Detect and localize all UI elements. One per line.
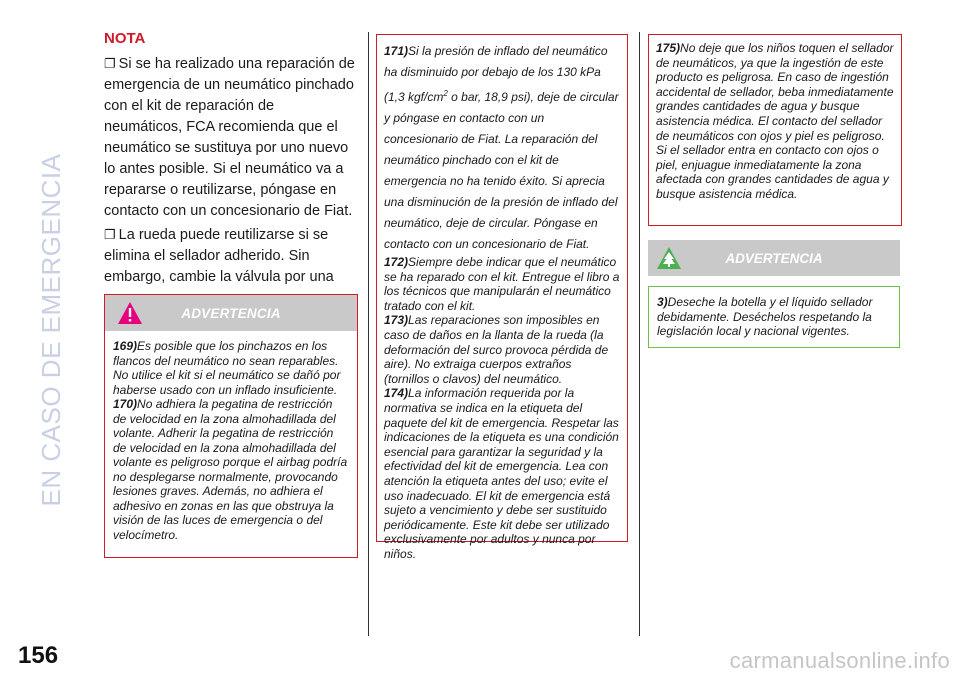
nota-paragraph-2-text: La rueda puede reutilizarse si se elimina el sellador adherido. Sin embargo, cambie la válvula por una: [104, 227, 334, 285]
warning-item-number: 169): [113, 339, 138, 353]
warning-item-text: No deje que los niños toquen el sellador de neumáticos, ya que la ingestión de este producto es peligrosa. En caso de ingestión accidental de sellador, beba inmediatamente grandes cantidades de agua y busque asistencia médica. El contacto del sellador de neumáticos con ojos y piel es peligroso. Si el sellador entra en contacto con ojos o piel, enjuague inmediatamente la zona afectada con grandes cantidades de agua y busque asistencia médica.: [656, 41, 894, 201]
warning-triangle-icon: [117, 301, 143, 325]
warning-item-172: [384, 255, 620, 313]
warning-item-text: No adhiera la pegatina de restricción de velocidad en la zona almohadillada del volante. Adherir la pegatina de restricción de velocidad en la zona almohadillada del volante es peligroso porque el airbag podría no desplegarse normalmente, provocando lesiones graves. Además, no adhiera el adhesivo en zonas en las que obstruya la visión de las luces de emergencia o del velocímetro.: [113, 397, 348, 542]
column-1: [104, 30, 356, 311]
page-number: 156: [18, 642, 59, 669]
warning-item-171: [384, 41, 620, 255]
warning-item-number: 173): [384, 313, 409, 328]
environment-item-3: [657, 295, 891, 339]
warning-item-number: 170): [113, 397, 138, 411]
environment-warning-header: [648, 240, 900, 276]
environment-item-text: Deseche la botella y el líquido sellador debidamente. Deséchelos respetando la legislación local y nacional vigentes.: [657, 295, 873, 339]
environment-warning-title: ADVERTENCIA: [725, 250, 823, 266]
warning-box-2: [376, 34, 628, 561]
warning-item-text: Si la presión de inflado del neumático ha disminuido por debajo de los 130 kPa (1,3 kgf/cm: [384, 44, 608, 104]
warning-item-text: Siempre debe indicar que el neumático se ha reparado con el kit. Entregue el libro a los técnicos que manipularán el neumático tratado con el kit.: [384, 255, 620, 313]
warning-item-169: [113, 339, 349, 397]
section-side-title-text: EN CASO DE EMERGENCIA: [36, 153, 66, 507]
warning-header-1: [105, 295, 357, 331]
square-bullet-icon: ❐: [104, 56, 116, 71]
nota-heading: NOTA: [104, 30, 146, 47]
column-divider-left: [368, 32, 369, 636]
warning-title-1: ADVERTENCIA: [181, 305, 281, 321]
warning-item-text-cont: o bar, 18,9 psi), deje de circular y póngase en contacto con un concesionario de Fiat. La reparación del neumático pinchado con el kit de emergencia no ha tenido éxito. Si aprecia una disminución de la presión de inflado del neumático, deje de circular. Póngase en contacto con un concesionario de Fiat.: [384, 90, 619, 251]
warning-item-174: [384, 386, 620, 561]
environment-warning-body: [648, 286, 900, 348]
watermark-text: carmanualsonline.info: [729, 648, 950, 673]
warning-item-number: 174): [384, 386, 409, 401]
superscript: 2: [443, 89, 448, 98]
warning-item-170: [113, 397, 349, 542]
warning-item-number: 172): [384, 255, 409, 269]
warning-item-number: 3): [657, 295, 668, 309]
warning-item-text: La información requerida por la normativa se indica en la etiqueta del paquete del kit de emergencia. Respetar las indicaciones de la etiqueta es una condición esencial para garantizar la seguridad y la efectividad del kit de emergencia. Lea con atención la etiqueta antes del uso; evite el uso inadecuado. El kit de emergencia está sujeto a vencimiento y debe ser sustituido periódicamente. Este kit debe ser utilizado exclusivamente por adultos y nunca por niños.: [384, 386, 619, 561]
warning-box-3: [648, 34, 902, 226]
column-divider-right: [639, 32, 640, 636]
warning-item-175: [656, 41, 894, 202]
warning-item-text: Es posible que los pinchazos en los flancos del neumático no sean reparables. No utilice el kit si el neumático se dañó por haberse usado con un inflado insuficiente.: [113, 339, 341, 397]
nota-paragraph-1: [104, 53, 356, 222]
warning-box-1: [104, 294, 358, 558]
environment-tree-icon: [656, 246, 682, 270]
nota-paragraph-1-text: Si se ha realizado una reparación de emergencia de un neumático pinchado con el kit de reparación de neumáticos, FCA recomienda que el neumático se sustituya por uno nuevo lo antes posible. Si el neumático va a repararse o reutilizarse, póngase en contacto con un concesionario de Fiat.: [104, 56, 355, 219]
warning-item-text: Las reparaciones son imposibles en caso de daños en la llanta de la rueda (la deformación del surco provoca pérdida de aire). No extraiga cuerpos extraños (tornillos o clavos) del neumático.: [384, 313, 609, 386]
warning-item-173: [384, 313, 620, 386]
warning-body-1: [105, 331, 357, 548]
warning-item-number: 175): [656, 41, 681, 55]
environment-warning: [648, 240, 900, 348]
square-bullet-icon: ❐: [104, 227, 116, 242]
warning-item-number: 171): [384, 44, 409, 58]
